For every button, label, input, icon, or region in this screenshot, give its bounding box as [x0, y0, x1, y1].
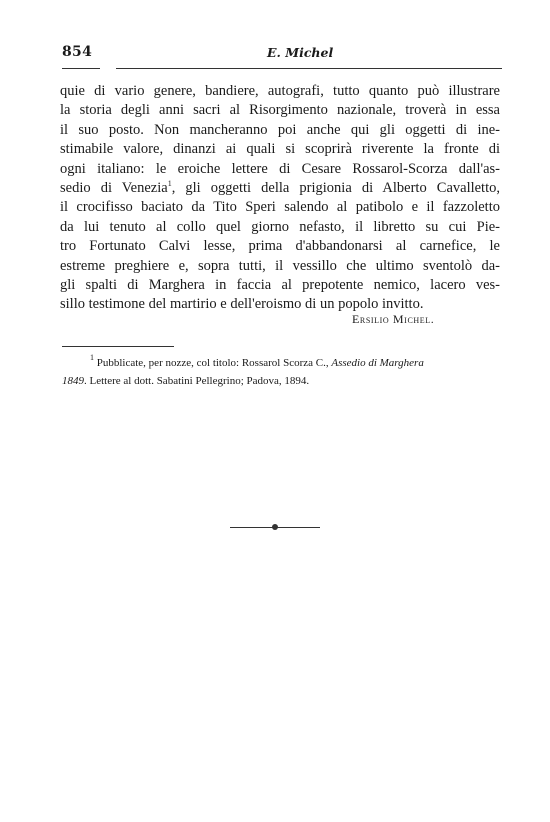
running-header — [62, 44, 502, 62]
end-ornament-dot — [272, 524, 278, 530]
header-rule-gap — [100, 66, 116, 70]
footnote-text: Pubblicate, per nozze, col titolo: Rossarol Scorza C., — [96, 357, 332, 369]
text-line: la storia degli anni sacri al Risorgimento nazionale, troverà in essa — [60, 102, 500, 119]
text-line: sillo testimone del martirio e dell'eroismo di un popolo invitto. — [60, 296, 424, 313]
text-line: da lui tenuto al collo quel giorno nefasto, il libretto su cui Pie- — [60, 218, 500, 235]
footnote-reference[interactable]: 1 — [167, 178, 172, 188]
author-signature: Ersilio Michel. — [352, 312, 435, 326]
text-line — [60, 179, 500, 198]
footnote-marker: 1 — [90, 353, 94, 362]
text-line: il suo posto. Non mancheranno poi anche qui gli oggetti di ine- — [60, 121, 500, 138]
text-line: stimabile valore, dinanzi ai quali si scoprirà riverente la fronte di — [60, 141, 500, 158]
text-fragment: sedio di Venezia — [60, 179, 168, 196]
text-line: quie di vario genere, bandiere, autografi, tutto quanto può illustrare — [60, 83, 500, 99]
running-head-author: E. Michel — [267, 45, 334, 60]
text-line: il crocifisso baciato da Tito Speri salendo al patibolo e il fazzoletto — [60, 199, 500, 216]
text-line: ogni italiano: le eroiche lettere di Cesare Rossarol-Scorza dall'as- — [60, 160, 500, 177]
text-line: estreme preghiere e, sopra tutti, il vessillo che ultimo sventolò da- — [60, 257, 500, 274]
text-fragment: , gli oggetti della prigionia di Alberto Cavalletto, — [171, 179, 500, 196]
body-paragraph — [60, 82, 500, 315]
text-line: tro Fortunato Calvi lesse, prima d'abbandonarsi al carnefice, le — [60, 238, 500, 255]
footnote-rule — [62, 346, 174, 347]
header-rule — [62, 68, 502, 69]
footnote — [62, 354, 502, 390]
footnote-line — [62, 372, 502, 390]
page-number: 854 — [62, 44, 93, 60]
text-line: gli spalti di Marghera in faccia al prepotente nemico, lacero ves- — [60, 276, 500, 293]
footnote-text: . Lettere al dott. Sabatini Pellegrino; Padova, 1894. — [84, 375, 310, 387]
footnote-line — [62, 354, 502, 372]
footnote-title-year: 1849 — [62, 375, 84, 387]
footnote-title: Assedio di Marghera — [331, 357, 424, 369]
